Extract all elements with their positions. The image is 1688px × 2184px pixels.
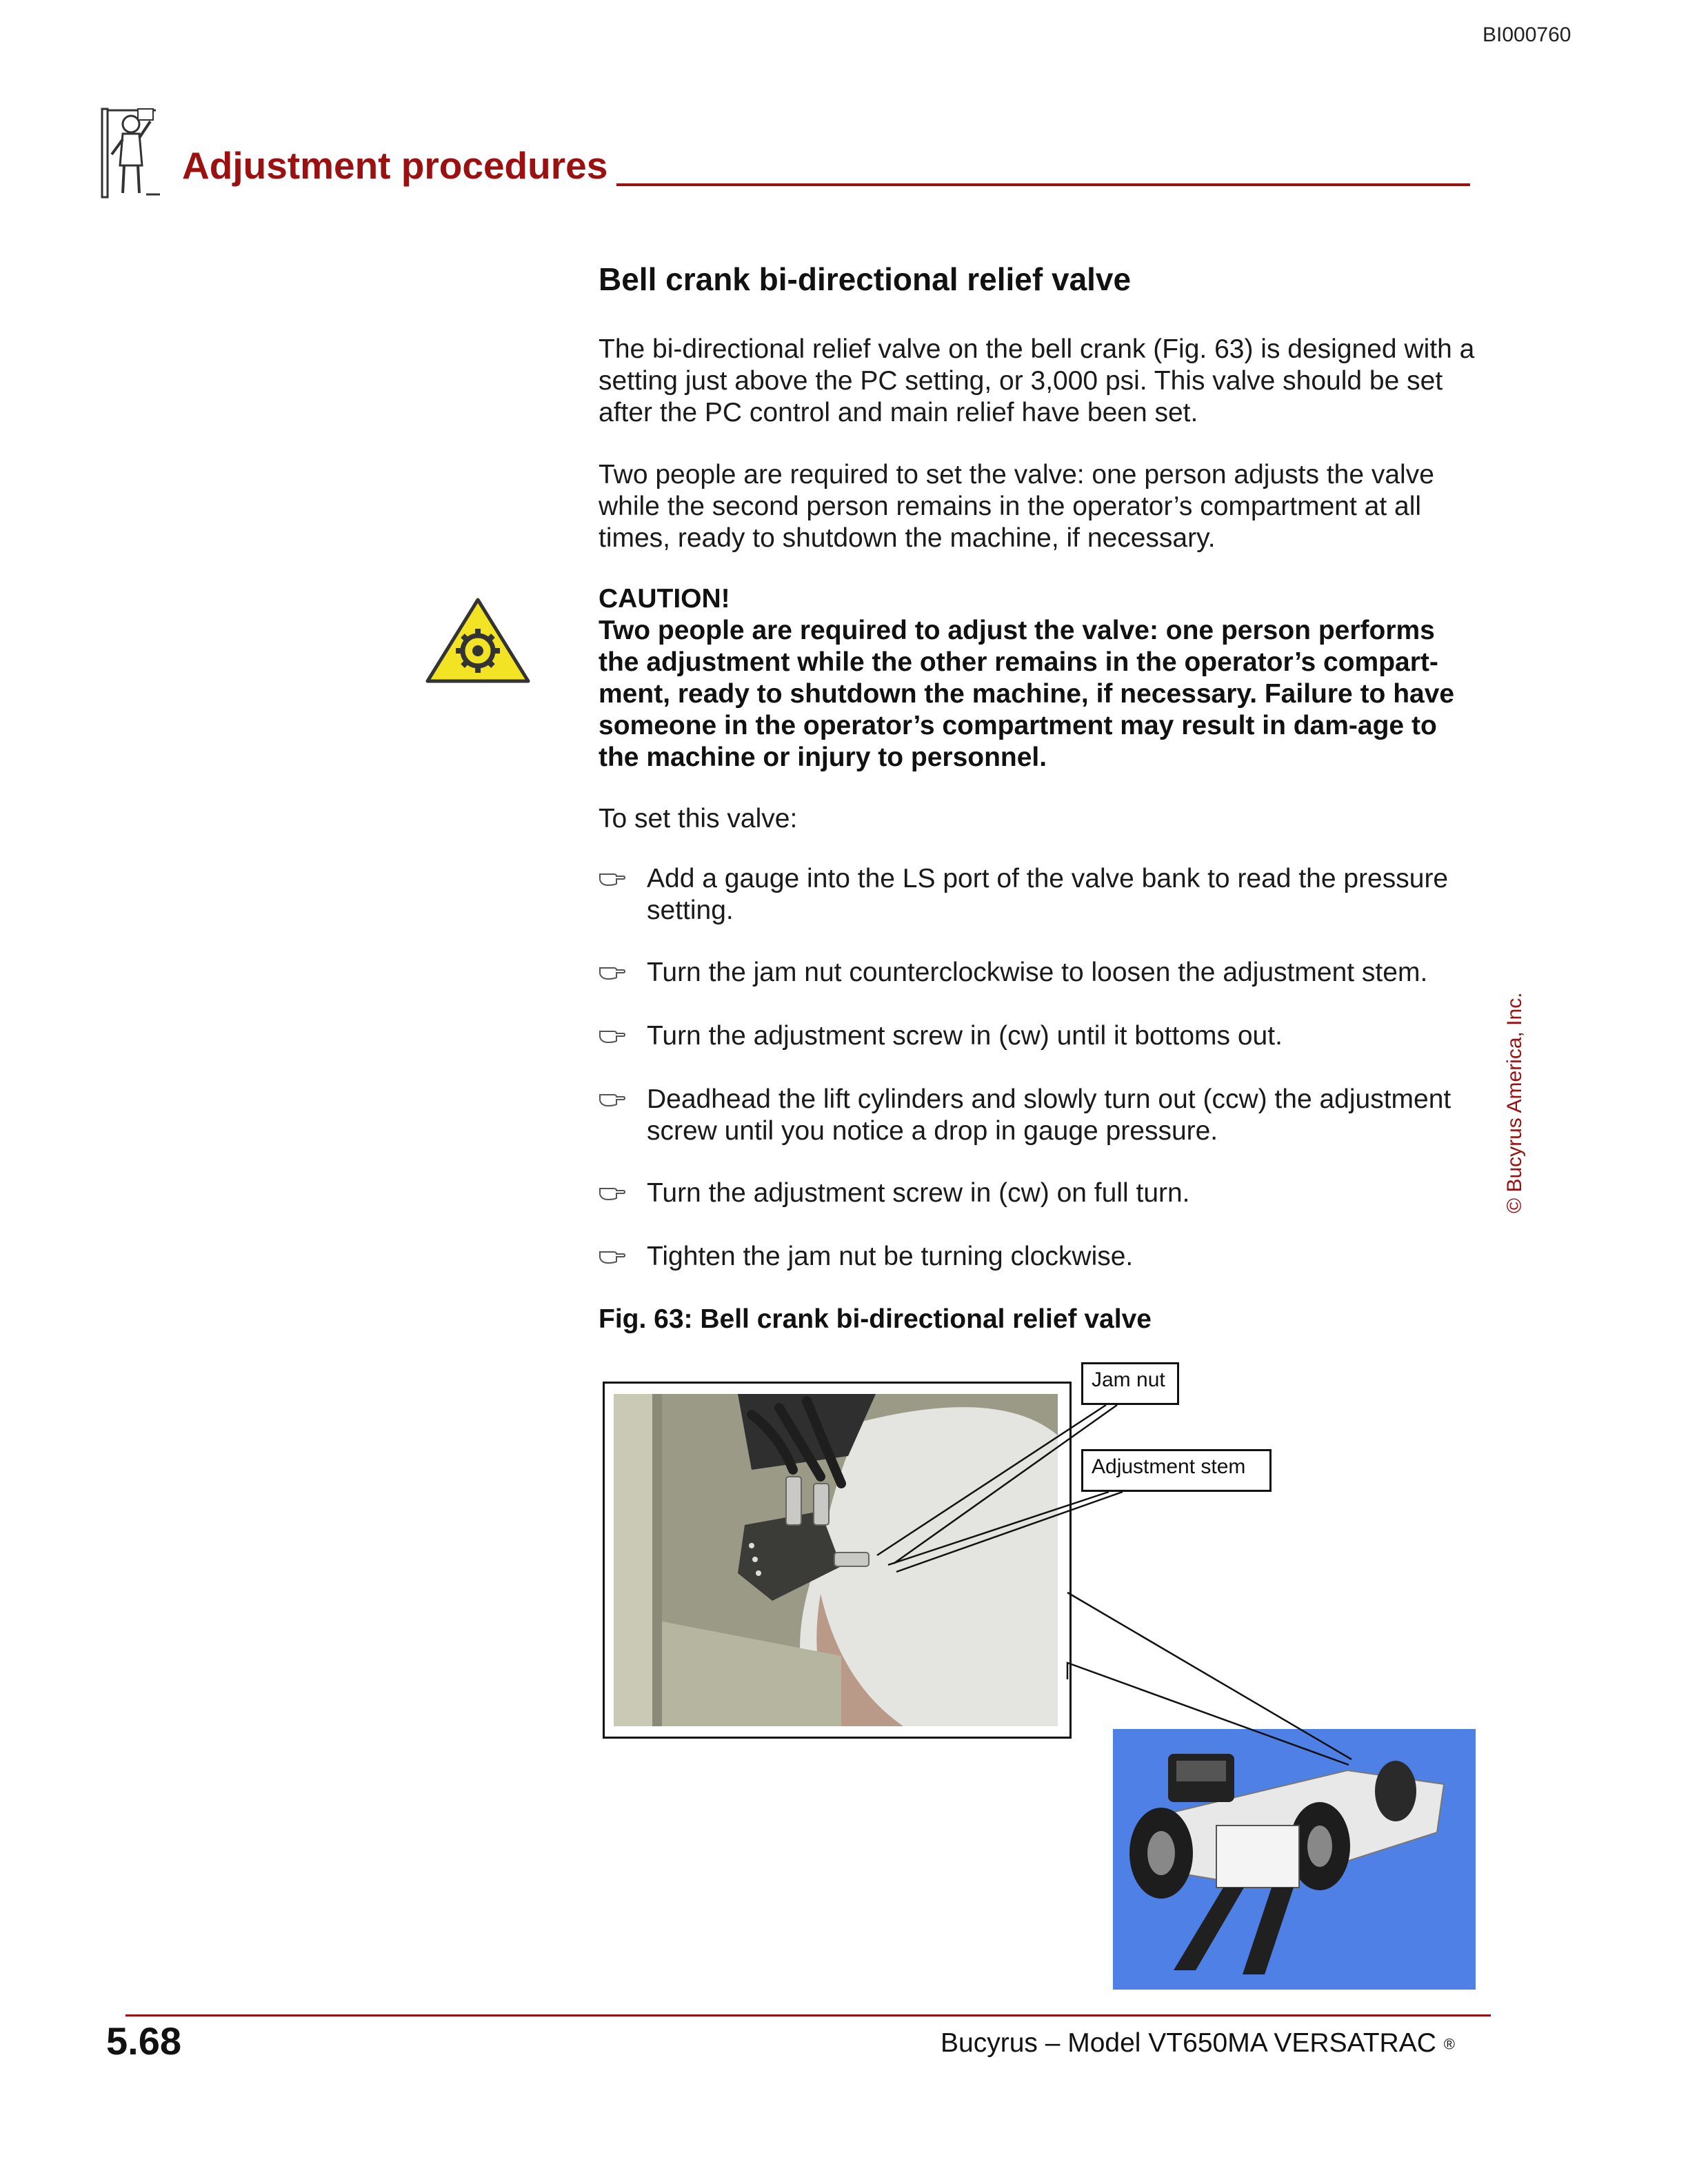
document-id: BI000760 [1483,23,1571,46]
page-number: 5.68 [106,2019,181,2063]
footer-model-text: Bucyrus – Model VT650MA VERSATRAC [941,2028,1436,2058]
step-text: Deadhead the lift cylinders and slowly turn out (ccw) the adjustment screw until you notice a drop in gauge pressure. [647,1084,1451,1146]
callout-jam-nut: Jam nut [1081,1362,1179,1405]
steps-intro: To set this valve: [599,804,798,833]
page-subtitle: Bell crank bi-directional relief valve [599,261,1132,297]
step-text: Turn the jam nut counterclockwise to loosen the adjustment stem. [647,958,1428,987]
step-text: Tighten the jam nut be turning clockwise. [647,1242,1134,1271]
caution-text: Two people are required to adjust the valve: one person performs the adjustment while the other remains in the operator’s compart-ment, ready to shutdown the machine, if necessary. Failure to have someone in the operator’s compartment may result in dam-age to the machine or injury to personnel. [599,616,1455,772]
paragraph-2: Two people are required to set the valve: one person adjusts the valve while the second person remains in the operator’s compartment at all times, ready to shutdown the machine, if necessary. [599,460,1434,553]
copyright-notice: © Bucyrus America, Inc. [1503,992,1526,1213]
footer-rule [125,2014,1491,2016]
registered-mark: ® [1443,2035,1455,2053]
step-text: Turn the adjustment screw in (cw) on full turn. [647,1178,1190,1208]
figure-caption: Fig. 63: Bell crank bi-directional relief valve [599,1304,1152,1334]
section-title: Adjustment procedures [182,144,608,187]
footer-model [941,2028,1455,2059]
caution-heading: CAUTION! [599,584,730,614]
step-text: Turn the adjustment screw in (cw) until it bottoms out. [647,1021,1283,1051]
step-text: Add a gauge into the LS port of the valve bank to read the pressure setting. [647,864,1449,925]
callout-adjustment-stem: Adjustment stem [1081,1449,1272,1492]
paragraph-1: The bi-directional relief valve on the bell crank (Fig. 63) is designed with a setting just above the PC setting, or 3,000 psi. This valve should be set after the PC control and main relief have been set. [599,334,1475,427]
